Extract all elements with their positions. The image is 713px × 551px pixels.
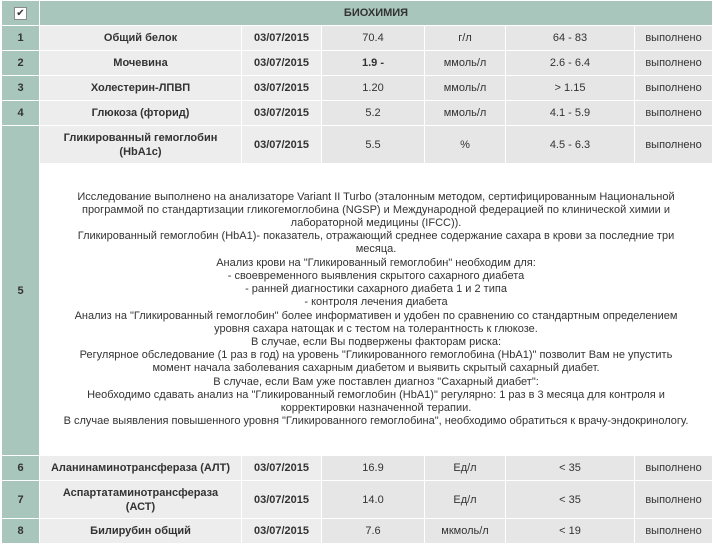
biochemistry-table bbox=[1, 0, 713, 544]
table-row bbox=[2, 456, 713, 481]
row-number: 3 bbox=[2, 76, 40, 101]
status-text: выполнено bbox=[635, 76, 713, 101]
table-row bbox=[2, 519, 713, 544]
test-date: 03/07/2015 bbox=[242, 481, 322, 519]
test-name: Мочевина bbox=[40, 51, 242, 76]
test-date: 03/07/2015 bbox=[242, 101, 322, 126]
table-row bbox=[2, 126, 713, 164]
table-row bbox=[2, 26, 713, 51]
status-text: выполнено bbox=[635, 126, 713, 164]
comment-line: уровня сахара натощак и с тестом на толерантность к глюкозе. bbox=[214, 322, 538, 335]
test-value: 16.9 bbox=[322, 456, 425, 481]
test-unit: % bbox=[425, 126, 506, 164]
test-date: 03/07/2015 bbox=[242, 76, 322, 101]
test-value: 70.4 bbox=[322, 26, 425, 51]
test-date: 03/07/2015 bbox=[242, 456, 322, 481]
test-unit: г/л bbox=[425, 26, 506, 51]
table-header-row bbox=[2, 1, 713, 26]
row-number: 4 bbox=[2, 101, 40, 126]
test-name-line: (HbA1c) bbox=[119, 145, 162, 158]
comment-line: Необходимо сдавать анализ на "Гликированный гемоглобин (HbA1)" регулярно: 1 раз в 3 месяца для контроля и bbox=[87, 388, 665, 401]
comment-line: Регулярное обследование (1 раз в год) на уровень "Гликированного гемоглобина (HbA1)" позволит Вам не упустить bbox=[79, 349, 673, 362]
reference-range: < 19 bbox=[506, 519, 635, 544]
row-number: 6 bbox=[2, 456, 40, 481]
table-row bbox=[2, 51, 713, 76]
test-name bbox=[40, 126, 242, 164]
comment-line: момент начала заболевания сахарным диабетом и выявить скрытый сахарный диабет. bbox=[152, 362, 600, 375]
comment-line: месяца. bbox=[355, 243, 397, 256]
comment-line: - ранней диагностики сахарного диабета 1 и 2 типа bbox=[245, 283, 507, 296]
comment-line: В случае, если Вы подвержены факторам риска: bbox=[250, 335, 502, 348]
test-value: 5.5 bbox=[322, 126, 425, 164]
test-value: 7.6 bbox=[322, 519, 425, 544]
test-value: 1.20 bbox=[322, 76, 425, 101]
status-text: выполнено bbox=[635, 26, 713, 51]
table-row bbox=[2, 76, 713, 101]
test-unit: ммоль/л bbox=[425, 51, 506, 76]
row-number: 7 bbox=[2, 481, 40, 519]
test-name: Аланинаминотрансфераза (АЛТ) bbox=[40, 456, 242, 481]
reference-range: 2.6 - 6.4 bbox=[506, 51, 635, 76]
test-comment bbox=[40, 164, 713, 456]
comment-row bbox=[2, 164, 713, 456]
test-date: 03/07/2015 bbox=[242, 126, 322, 164]
row-number: 2 bbox=[2, 51, 40, 76]
comment-line: программой по стандартизации гликогемоглобина (NGSP) и Международной федерацией по клинической химии и bbox=[81, 203, 671, 216]
comment-line: Исследование выполнено на анализаторе Variant II Turbo (эталонным методом, сертифицированным Национальной bbox=[77, 190, 675, 203]
test-name bbox=[40, 481, 242, 519]
test-name: Общий белок bbox=[40, 26, 242, 51]
status-text: выполнено bbox=[635, 519, 713, 544]
row-number: 8 bbox=[2, 519, 40, 544]
comment-line: - своевременного выявления скрытого сахарного диабета bbox=[227, 269, 525, 282]
reference-range: > 1.15 bbox=[506, 76, 635, 101]
reference-range: < 35 bbox=[506, 481, 635, 519]
test-name: Билирубин общий bbox=[40, 519, 242, 544]
checkbox-icon[interactable]: ✔ bbox=[14, 7, 27, 20]
status-text: выполнено bbox=[635, 101, 713, 126]
table-row bbox=[2, 101, 713, 126]
reference-range: 64 - 83 bbox=[506, 26, 635, 51]
comment-line: В случае, если Вам уже поставлен диагноз "Сахарный диабет": bbox=[213, 375, 539, 388]
status-text: выполнено bbox=[635, 456, 713, 481]
test-name: Глюкоза (фторид) bbox=[40, 101, 242, 126]
test-value: 14.0 bbox=[322, 481, 425, 519]
test-date: 03/07/2015 bbox=[242, 26, 322, 51]
comment-line: В случае выявления повышенного уровня "Гликированного гемоглобина", необходимо обратиться к врачу-эндокринологу. bbox=[63, 415, 689, 428]
status-text: выполнено bbox=[635, 51, 713, 76]
comment-line: лабораторной медицины (IFCC)). bbox=[290, 217, 462, 230]
test-name: Холестерин-ЛПВП bbox=[40, 76, 242, 101]
test-name-line: (АСТ) bbox=[125, 500, 156, 513]
test-name-line: Гликированный гемоглобин bbox=[63, 131, 218, 144]
test-unit: Ед/л bbox=[425, 481, 506, 519]
test-date: 03/07/2015 bbox=[242, 519, 322, 544]
table-row bbox=[2, 481, 713, 519]
row-number: 1 bbox=[2, 26, 40, 51]
test-value: 5.2 bbox=[322, 101, 425, 126]
row-number: 5 bbox=[2, 126, 40, 456]
status-text: выполнено bbox=[635, 481, 713, 519]
comment-line: - контроля лечения диабета bbox=[304, 296, 448, 309]
comment-line: Гликированный гемоглобин (HbA1)- показатель, отражающий среднее содержание сахара в крови за последние три bbox=[77, 230, 675, 243]
comment-line: Анализ на "Гликированный гемоглобин" более информативен и удобен по сравнению со стандартным определением bbox=[74, 309, 678, 322]
test-unit: мкмоль/л bbox=[425, 519, 506, 544]
reference-range: 4.1 - 5.9 bbox=[506, 101, 635, 126]
reference-range: < 35 bbox=[506, 456, 635, 481]
select-all-cell[interactable] bbox=[2, 1, 40, 26]
test-value: 1.9 - bbox=[322, 51, 425, 76]
test-unit: ммоль/л bbox=[425, 76, 506, 101]
test-unit: ммоль/л bbox=[425, 101, 506, 126]
test-name-line: Аспартатаминотрансфераза bbox=[62, 486, 219, 499]
test-unit: Ед/л bbox=[425, 456, 506, 481]
reference-range: 4.5 - 6.3 bbox=[506, 126, 635, 164]
comment-line: Анализ крови на "Гликированный гемоглобин" необходим для: bbox=[216, 256, 536, 269]
section-title: БИОХИМИЯ bbox=[40, 1, 713, 26]
test-date: 03/07/2015 bbox=[242, 51, 322, 76]
comment-line: корректировки назначенной терапии. bbox=[280, 401, 472, 414]
